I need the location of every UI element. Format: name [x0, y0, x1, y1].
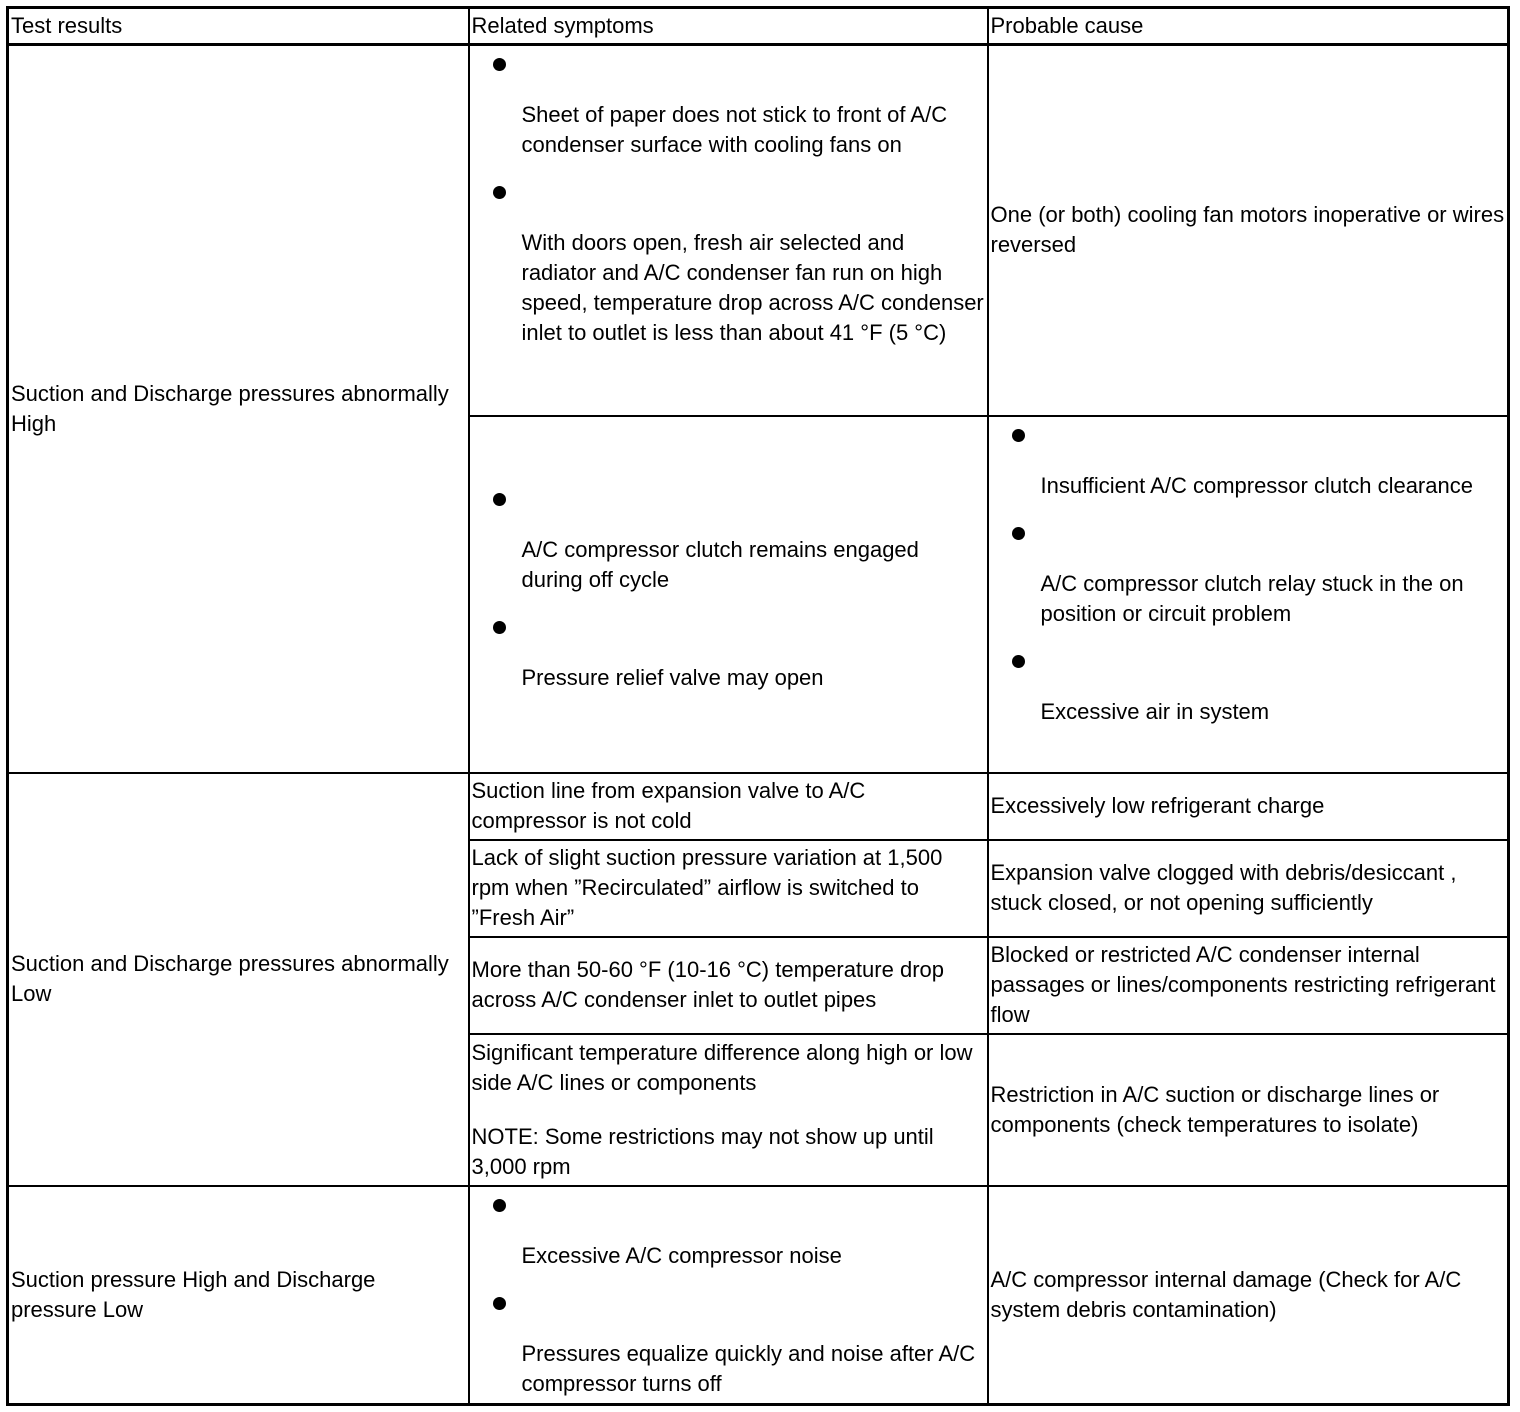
- cause-text: Excessive air in system: [1040, 698, 1270, 724]
- bullet-icon: [991, 515, 1506, 557]
- list-item: [472, 46, 985, 174]
- list-item: [472, 481, 985, 609]
- header-probable-cause: Probable cause: [988, 8, 1509, 45]
- cause-cell: [988, 1034, 1509, 1186]
- header-related-symptoms: Related symptoms: [469, 8, 988, 45]
- list-item: [472, 1285, 985, 1399]
- cause-text: A/C compressor internal damage (Check for A/C system debris contamination): [990, 1266, 1462, 1322]
- symptom-text: Pressures equalize quickly and noise after A/C compressor turns off: [521, 1340, 976, 1396]
- cause-cell: [988, 773, 1509, 840]
- test-result-cell: [8, 1186, 469, 1405]
- cause-text: One (or both) cooling fan motors inoperative or wires reversed: [990, 202, 1505, 258]
- bullet-icon: [472, 1285, 985, 1327]
- symptom-text: Pressure relief valve may open: [521, 665, 824, 690]
- test-result-cell: [8, 773, 469, 1186]
- symptom-text: With doors open, fresh air selected and radiator and A/C condenser fan run on high speed, temperature drop across A/C condenser inlet to outlet is less than about 41 °F (5 °C): [521, 230, 984, 345]
- symptom-text: Sheet of paper does not stick to front of A/C condenser surface with cooling fans on: [521, 102, 948, 157]
- bullet-icon: [472, 174, 985, 216]
- list-item: [991, 515, 1506, 643]
- cause-cell: [988, 45, 1509, 416]
- symptom-cell: [469, 1034, 988, 1186]
- cause-cell: [988, 840, 1509, 937]
- symptom-cell: [469, 773, 988, 840]
- cause-text: Insufficient A/C compressor clutch clearance: [1040, 472, 1473, 498]
- cause-text: Restriction in A/C suction or discharge lines or components (check temperatures to isolate): [990, 1081, 1440, 1137]
- symptoms-cell: [469, 45, 988, 416]
- bullet-icon: [991, 417, 1506, 459]
- table-row: [8, 1186, 1509, 1405]
- cause-text: Expansion valve clogged with debris/desiccant , stuck closed, or not opening sufficiently: [990, 860, 1457, 915]
- list-item: [472, 1187, 985, 1285]
- test-result-cell: [8, 45, 469, 773]
- symptoms-cell: [469, 1186, 988, 1405]
- test-result-text: Suction and Discharge pressures abnormally High: [11, 380, 449, 436]
- bullet-icon: [991, 643, 1506, 685]
- list-item: [991, 417, 1506, 515]
- symptom-cell: [469, 937, 988, 1034]
- test-result-text: Suction and Discharge pressures abnormally Low: [11, 951, 449, 1006]
- table-row: [8, 773, 1509, 840]
- symptom-text: Suction line from expansion valve to A/C compressor is not cold: [471, 778, 866, 833]
- bullet-icon: [472, 1187, 985, 1229]
- diagnosis-table: [6, 6, 1510, 1406]
- list-item: [472, 609, 985, 707]
- symptoms-cell: [469, 416, 988, 773]
- bullet-icon: [472, 481, 985, 523]
- cause-text: Blocked or restricted A/C condenser internal passages or lines/components restricting refrigerant flow: [990, 942, 1496, 1027]
- list-item: [991, 643, 1506, 727]
- symptom-text: Lack of slight suction pressure variation at 1,500 rpm when ”Recirculated” airflow is switched to ”Fresh Air”: [471, 845, 943, 930]
- symptom-text: A/C compressor clutch remains engaged during off cycle: [521, 537, 919, 592]
- bullet-icon: [472, 609, 985, 651]
- cause-cell: [988, 1186, 1509, 1405]
- symptom-cell: [469, 840, 988, 937]
- symptom-text: More than 50-60 °F (10-16 °C) temperature drop across A/C condenser inlet to outlet pipes: [471, 957, 944, 1012]
- list-item: [472, 174, 985, 348]
- table-row: [8, 45, 1509, 416]
- header-test-results: Test results: [8, 8, 469, 45]
- symptom-text: Significant temperature difference along high or low side A/C lines or components: [471, 1039, 973, 1095]
- cause-text: Excessively low refrigerant charge: [990, 793, 1325, 818]
- test-result-text: Suction pressure High and Discharge pressure Low: [11, 1266, 376, 1322]
- header-row: [8, 8, 1509, 45]
- causes-cell: [988, 416, 1509, 773]
- note-text: NOTE: Some restrictions may not show up until 3,000 rpm: [471, 1123, 934, 1179]
- cause-cell: [988, 937, 1509, 1034]
- bullet-icon: [472, 46, 985, 88]
- symptom-text: Excessive A/C compressor noise: [521, 1242, 842, 1268]
- cause-text: A/C compressor clutch relay stuck in the on position or circuit problem: [1040, 570, 1464, 626]
